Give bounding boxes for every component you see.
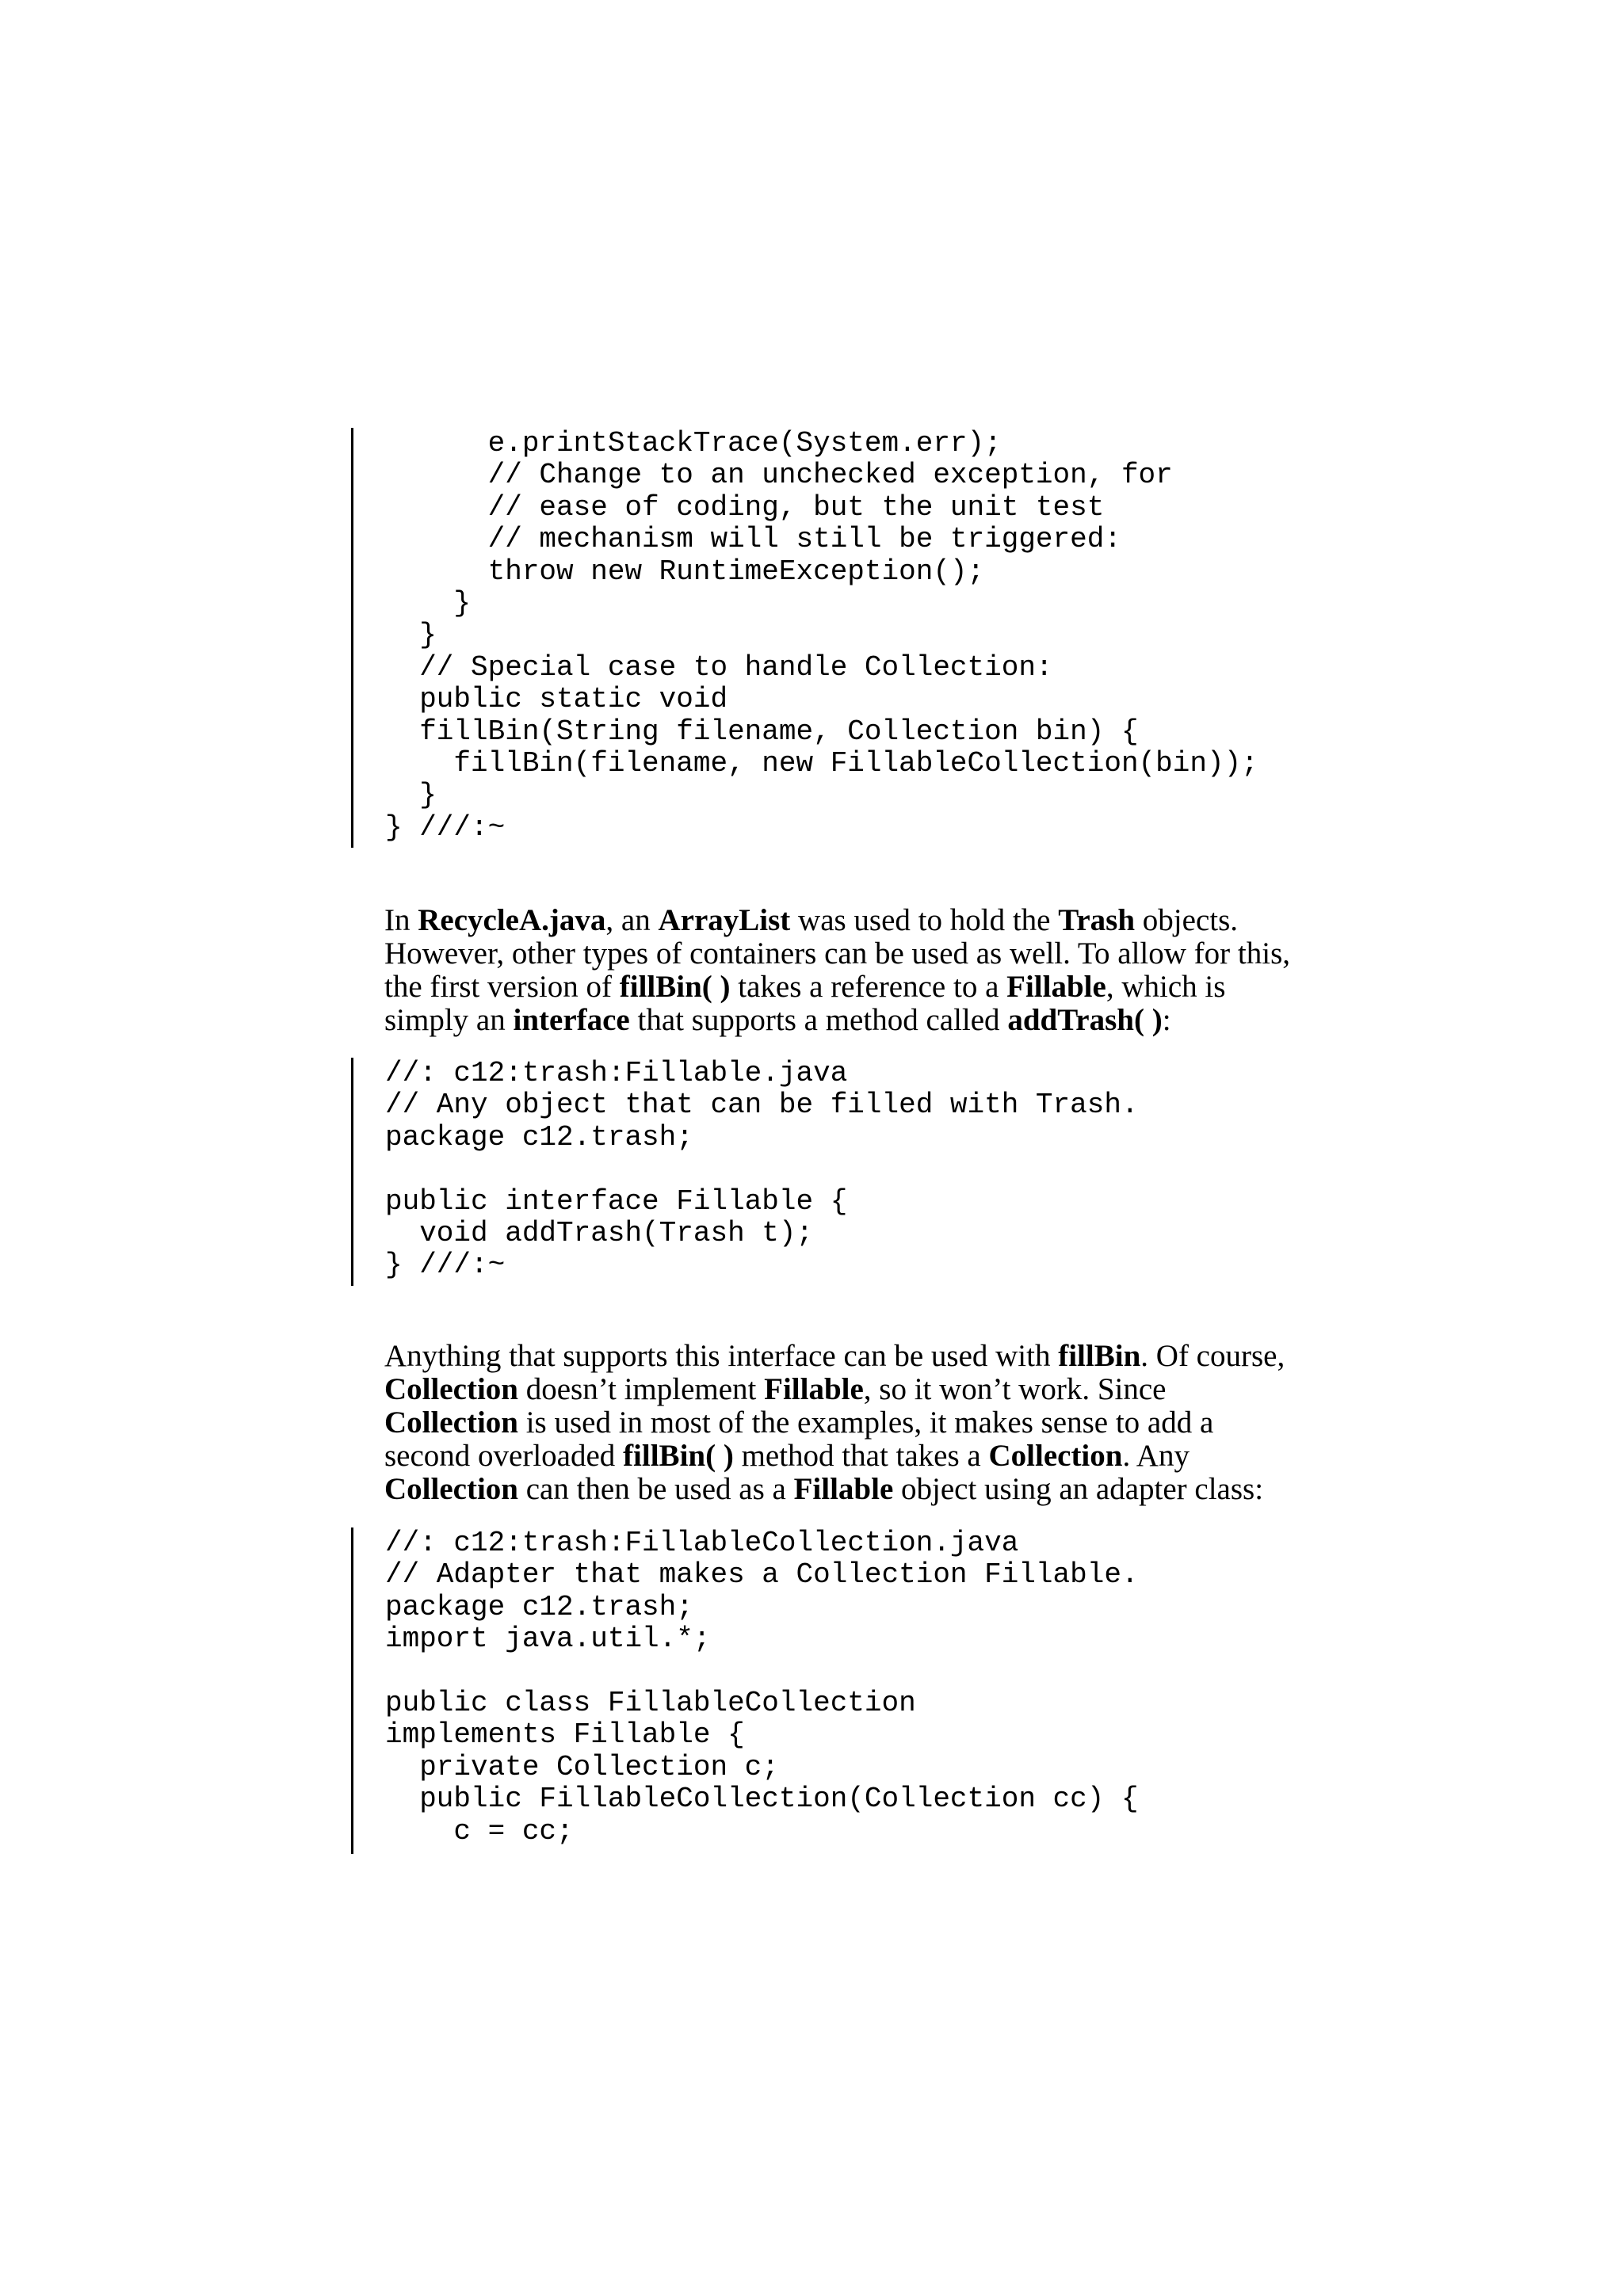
bold-term: fillBin xyxy=(1058,1339,1141,1373)
code-line xyxy=(385,1154,1381,1185)
code-line: } ///:~ xyxy=(385,1249,506,1282)
bold-term: Collection xyxy=(384,1472,518,1506)
text-run: . Any xyxy=(1122,1439,1190,1473)
code-line: // Any object that can be filled with Trash. xyxy=(385,1089,1139,1122)
text-line xyxy=(384,904,1415,937)
text-run: method that takes a xyxy=(733,1439,989,1473)
text-run: , so it won’t work. Since xyxy=(863,1372,1167,1406)
code-lines xyxy=(385,1527,1381,1848)
code-line: // Adapter that makes a Collection Fillable. xyxy=(385,1558,1139,1592)
code-line xyxy=(385,1656,1381,1688)
code-line: // Special case to handle Collection: xyxy=(385,650,1053,684)
bold-term: Collection xyxy=(384,1372,518,1406)
text-line xyxy=(384,1373,1415,1406)
bold-term: Fillable xyxy=(764,1372,864,1406)
bold-term: addTrash( ) xyxy=(1007,1003,1163,1037)
code-block-fillable-collection xyxy=(351,1527,1381,1854)
text-run: simply an xyxy=(384,1003,514,1037)
bold-term: fillBin( ) xyxy=(619,970,731,1004)
text-run: the first version of xyxy=(384,970,620,1004)
bold-term: ArrayList xyxy=(658,903,791,937)
code-line: // Change to an unchecked exception, for xyxy=(385,459,1173,492)
text-line xyxy=(384,1473,1415,1506)
bold-term: Fillable xyxy=(793,1472,894,1506)
code-line: public static void xyxy=(385,683,728,716)
bold-term: Fillable xyxy=(1006,970,1106,1004)
code-line: // mechanism will still be triggered: xyxy=(385,523,1121,556)
code-line: public interface Fillable { xyxy=(385,1184,848,1218)
bold-term: interface xyxy=(513,1003,630,1037)
text-line xyxy=(384,1406,1415,1440)
code-line: } xyxy=(385,619,437,652)
code-line: import java.util.*; xyxy=(385,1623,711,1656)
text-run: . Of course, xyxy=(1140,1339,1285,1373)
code-line: void addTrash(Trash t); xyxy=(385,1216,814,1249)
code-lines xyxy=(385,428,1381,844)
code-line: fillBin(filename, new FillableCollection(bin)); xyxy=(385,746,1258,780)
code-lines xyxy=(385,1058,1381,1282)
code-line: package c12.trash; xyxy=(385,1120,693,1154)
text-run: takes a reference to a xyxy=(730,970,1007,1004)
code-line: public class FillableCollection xyxy=(385,1686,916,1719)
text-line xyxy=(384,1340,1415,1373)
bold-term: RecycleA.java xyxy=(418,903,606,937)
code-line: fillBin(String filename, Collection bin) { xyxy=(385,715,1139,748)
text-run: is used in most of the examples, it makes sense to add a xyxy=(517,1405,1214,1440)
code-line: } xyxy=(385,586,472,620)
text-run: object using an adapter class: xyxy=(893,1472,1264,1506)
code-line: c = cc; xyxy=(385,1814,574,1848)
text-run: second overloaded xyxy=(384,1439,624,1473)
code-line: implements Fillable { xyxy=(385,1718,745,1752)
code-line: package c12.trash; xyxy=(385,1590,693,1623)
bold-term: Trash xyxy=(1058,903,1136,937)
text-run: was used to hold the xyxy=(790,903,1059,937)
text-line xyxy=(384,1440,1415,1473)
text-run: that supports a method called xyxy=(629,1003,1008,1037)
text-line xyxy=(384,1004,1415,1037)
code-block-fillable-interface xyxy=(351,1058,1381,1286)
code-line: e.printStackTrace(System.err); xyxy=(385,427,1002,460)
text-line xyxy=(384,971,1415,1004)
code-line: //: c12:trash:FillableCollection.java xyxy=(385,1527,1019,1559)
paragraph-adapter-intro xyxy=(384,1340,1415,1506)
text-run: : xyxy=(1162,1003,1171,1037)
text-run: Anything that supports this interface can be used with xyxy=(384,1339,1059,1373)
code-line: private Collection c; xyxy=(385,1750,779,1783)
code-line: //: c12:trash:Fillable.java xyxy=(385,1057,848,1089)
code-line: } ///:~ xyxy=(385,810,506,844)
bold-term: Collection xyxy=(384,1405,518,1440)
text-run: , which is xyxy=(1106,970,1226,1004)
bold-term: fillBin( ) xyxy=(623,1439,734,1473)
code-line: // ease of coding, but the unit test xyxy=(385,490,1105,524)
paragraph-fillbin-intro xyxy=(384,904,1415,1037)
text-run: objects. xyxy=(1135,903,1239,937)
bold-term: Collection xyxy=(988,1439,1123,1473)
text-run: In xyxy=(384,903,418,937)
text-run: can then be used as a xyxy=(517,1472,794,1506)
code-block-exception-handler xyxy=(351,428,1381,848)
code-line: throw new RuntimeException(); xyxy=(385,555,985,588)
text-run: doesn’t implement xyxy=(517,1372,765,1406)
text-run: , an xyxy=(605,903,659,937)
text-run: However, other types of containers can be used as well. To allow for this, xyxy=(384,936,1290,971)
code-line: public FillableCollection(Collection cc) { xyxy=(385,1783,1139,1816)
text-line xyxy=(384,937,1415,971)
code-line: } xyxy=(385,779,437,812)
